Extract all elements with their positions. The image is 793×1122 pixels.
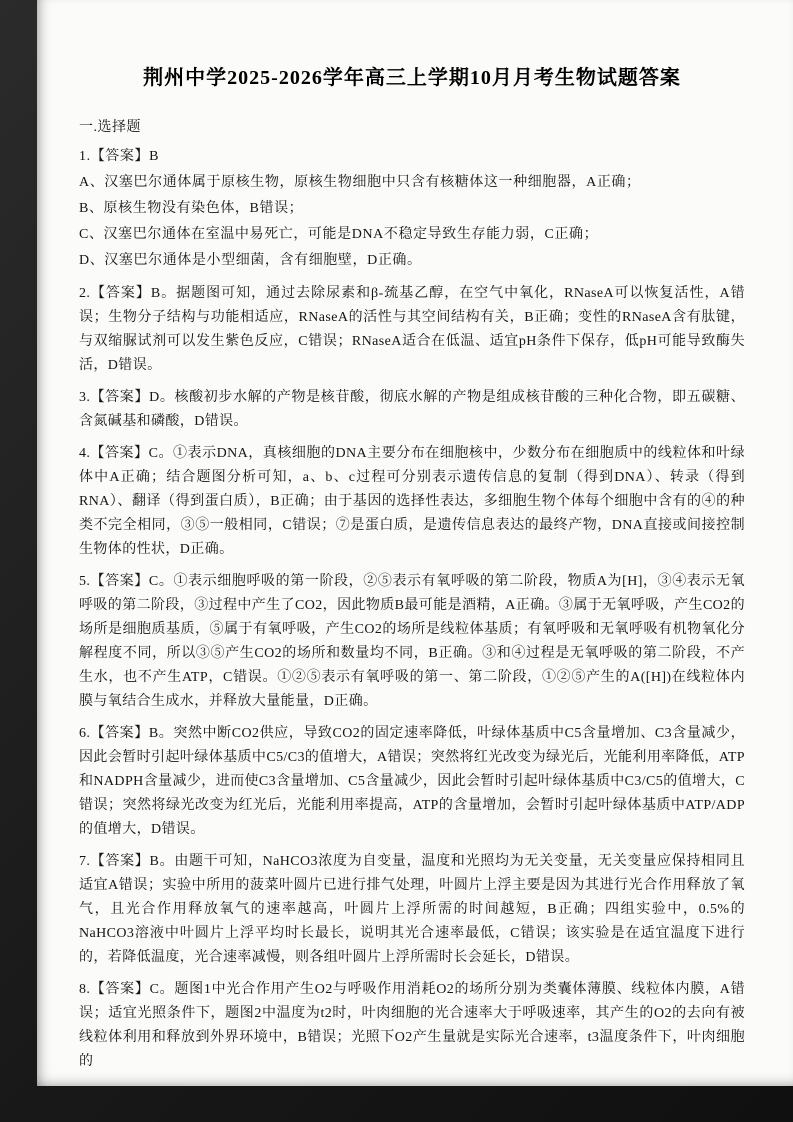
answer-item (79, 570, 745, 714)
answer-item (79, 386, 745, 434)
answer-item (79, 850, 745, 970)
answer-item (79, 144, 745, 274)
answer-paragraph: 4.【答案】C。①表示DNA，真核细胞的DNA主要分布在细胞核中，少数分布在细胞质中的线粒体和叶绿体中A正确；结合题图分析可知，a、b、c过程可分别表示遗传信息的复制（得到DNA）、转录（得到RNA）、翻译（得到蛋白质），B正确；由于基因的选择性表达，多细胞生物个体每个细胞中含有的④的种类不完全相同，③⑤一般相同，C错误；⑦是蛋白质，是遗传信息表达的最终产物，DNA直接或间接控制生物体的性状，D正确。 (79, 446, 745, 557)
answer-paragraph: 2.【答案】B。据题图可知，通过去除尿素和β-巯基乙醇，在空气中氧化，RNaseA可以恢复活性，A错误；生物分子结构与功能相适应，RNaseA的活性与其空间结构有关，B正确；变性的RNaseA含有肽键，与双缩脲试剂可以发生紫色反应，C错误；RNaseA适合在低温、适宜pH条件下保存，低pH可能导致酶失活，D错误。 (79, 286, 745, 373)
answer-paragraph: 6.【答案】B。突然中断CO2供应，导致CO2的固定速率降低，叶绿体基质中C5含量增加、C3含量减少，因此会暂时引起叶绿体基质中C5/C3的值增大，A错误；突然将红光改变为绿光后，光能利用率降低，ATP和NADPH含量减少，进而使C3含量增加、C5含量减少，因此会暂时引起叶绿体基质中C3/C5的值增大，C错误；突然将绿光改变为红光后，光能利用率提高，ATP的含量增加，会暂时引起叶绿体基质中ATP/ADP的值增大，D错误。 (79, 726, 745, 837)
answer-line: A、汉塞巴尔通体属于原核生物，原核生物细胞中只含有核糖体这一种细胞器，A正确； (79, 175, 641, 190)
page-title: 荆州中学2025-2026学年高三上学期10月月考生物试题答案 (143, 67, 681, 89)
answer-paragraph: 5.【答案】C。①表示细胞呼吸的第一阶段，②⑤表示有氧呼吸的第二阶段，物质A为[H]，③④表示无氧呼吸的第二阶段，③过程中产生了CO2，因此物质B最可能是酒精，A正确。③属于无氧呼吸，产生CO2的场所是细胞质基质，⑤属于有氧呼吸，产生CO2的场所是线粒体基质；有氧呼吸和无氧呼吸有机物氧化分解程度不同，所以③⑤产生CO2的场所和数量均不同，B正确。③和④过程是无氧呼吸的第二阶段，不产生水，也不产生ATP，C错误。①②⑤表示有氧呼吸的第一、第二阶段，①②⑤产生的A([H])在线粒体内膜与氧结合生成水，并释放大量能量，D正确。 (79, 574, 745, 709)
document-page (37, 0, 793, 1086)
answer-paragraph: 8.【答案】C。题图1中光合作用产生O2与呼吸作用消耗O2的场所分别为类囊体薄膜、线粒体内膜，A错误；适宜光照条件下，题图2中温度为t2时，叶肉细胞的光合速率大于呼吸速率，其产生的O2的去向有被线粒体利用和释放到外界环境中，B错误；光照下O2产生量就是实际光合速率，t3温度条件下，叶肉细胞的 (79, 982, 745, 1069)
answer-line: C、汉塞巴尔通体在室温中易死亡，可能是DNA不稳定导致生存能力弱，C正确； (79, 227, 599, 242)
answer-line: 1.【答案】B (79, 149, 160, 164)
answer-item (79, 442, 745, 562)
answer-item (79, 978, 745, 1074)
answer-line: B、原核生物没有染色体，B错误； (79, 201, 304, 216)
answer-list (79, 144, 745, 1074)
answer-paragraph: 3.【答案】D。核酸初步水解的产物是核苷酸，彻底水解的产物是组成核苷酸的三种化合物，即五碳糖、含氮碱基和磷酸，D错误。 (79, 390, 745, 429)
section-heading: 一.选择题 (79, 120, 141, 135)
answer-paragraph: 7.【答案】B。由题干可知，NaHCO3浓度为自变量，温度和光照均为无关变量，无关变量应保持相同且适宜A错误；实验中所用的菠菜叶圆片已进行排气处理，叶圆片上浮主要是因为其进行光合作用释放了氧气，且光合作用释放氧气的速率越高，叶圆片上浮所需的时间越短，B正确；四组实验中，0.5%的NaHCO3溶液中叶圆片上浮平均时长最长，说明其光合速率最低，C错误；该实验是在适宜温度下进行的，若降低温度，光合速率减慢，则各组叶圆片上浮所需时长会延长，D错误。 (79, 854, 745, 965)
answer-line: D、汉塞巴尔通体是小型细菌，含有细胞壁，D正确。 (79, 253, 422, 268)
answer-item (79, 282, 745, 378)
page-content (37, 0, 793, 1074)
answer-item (79, 722, 745, 842)
